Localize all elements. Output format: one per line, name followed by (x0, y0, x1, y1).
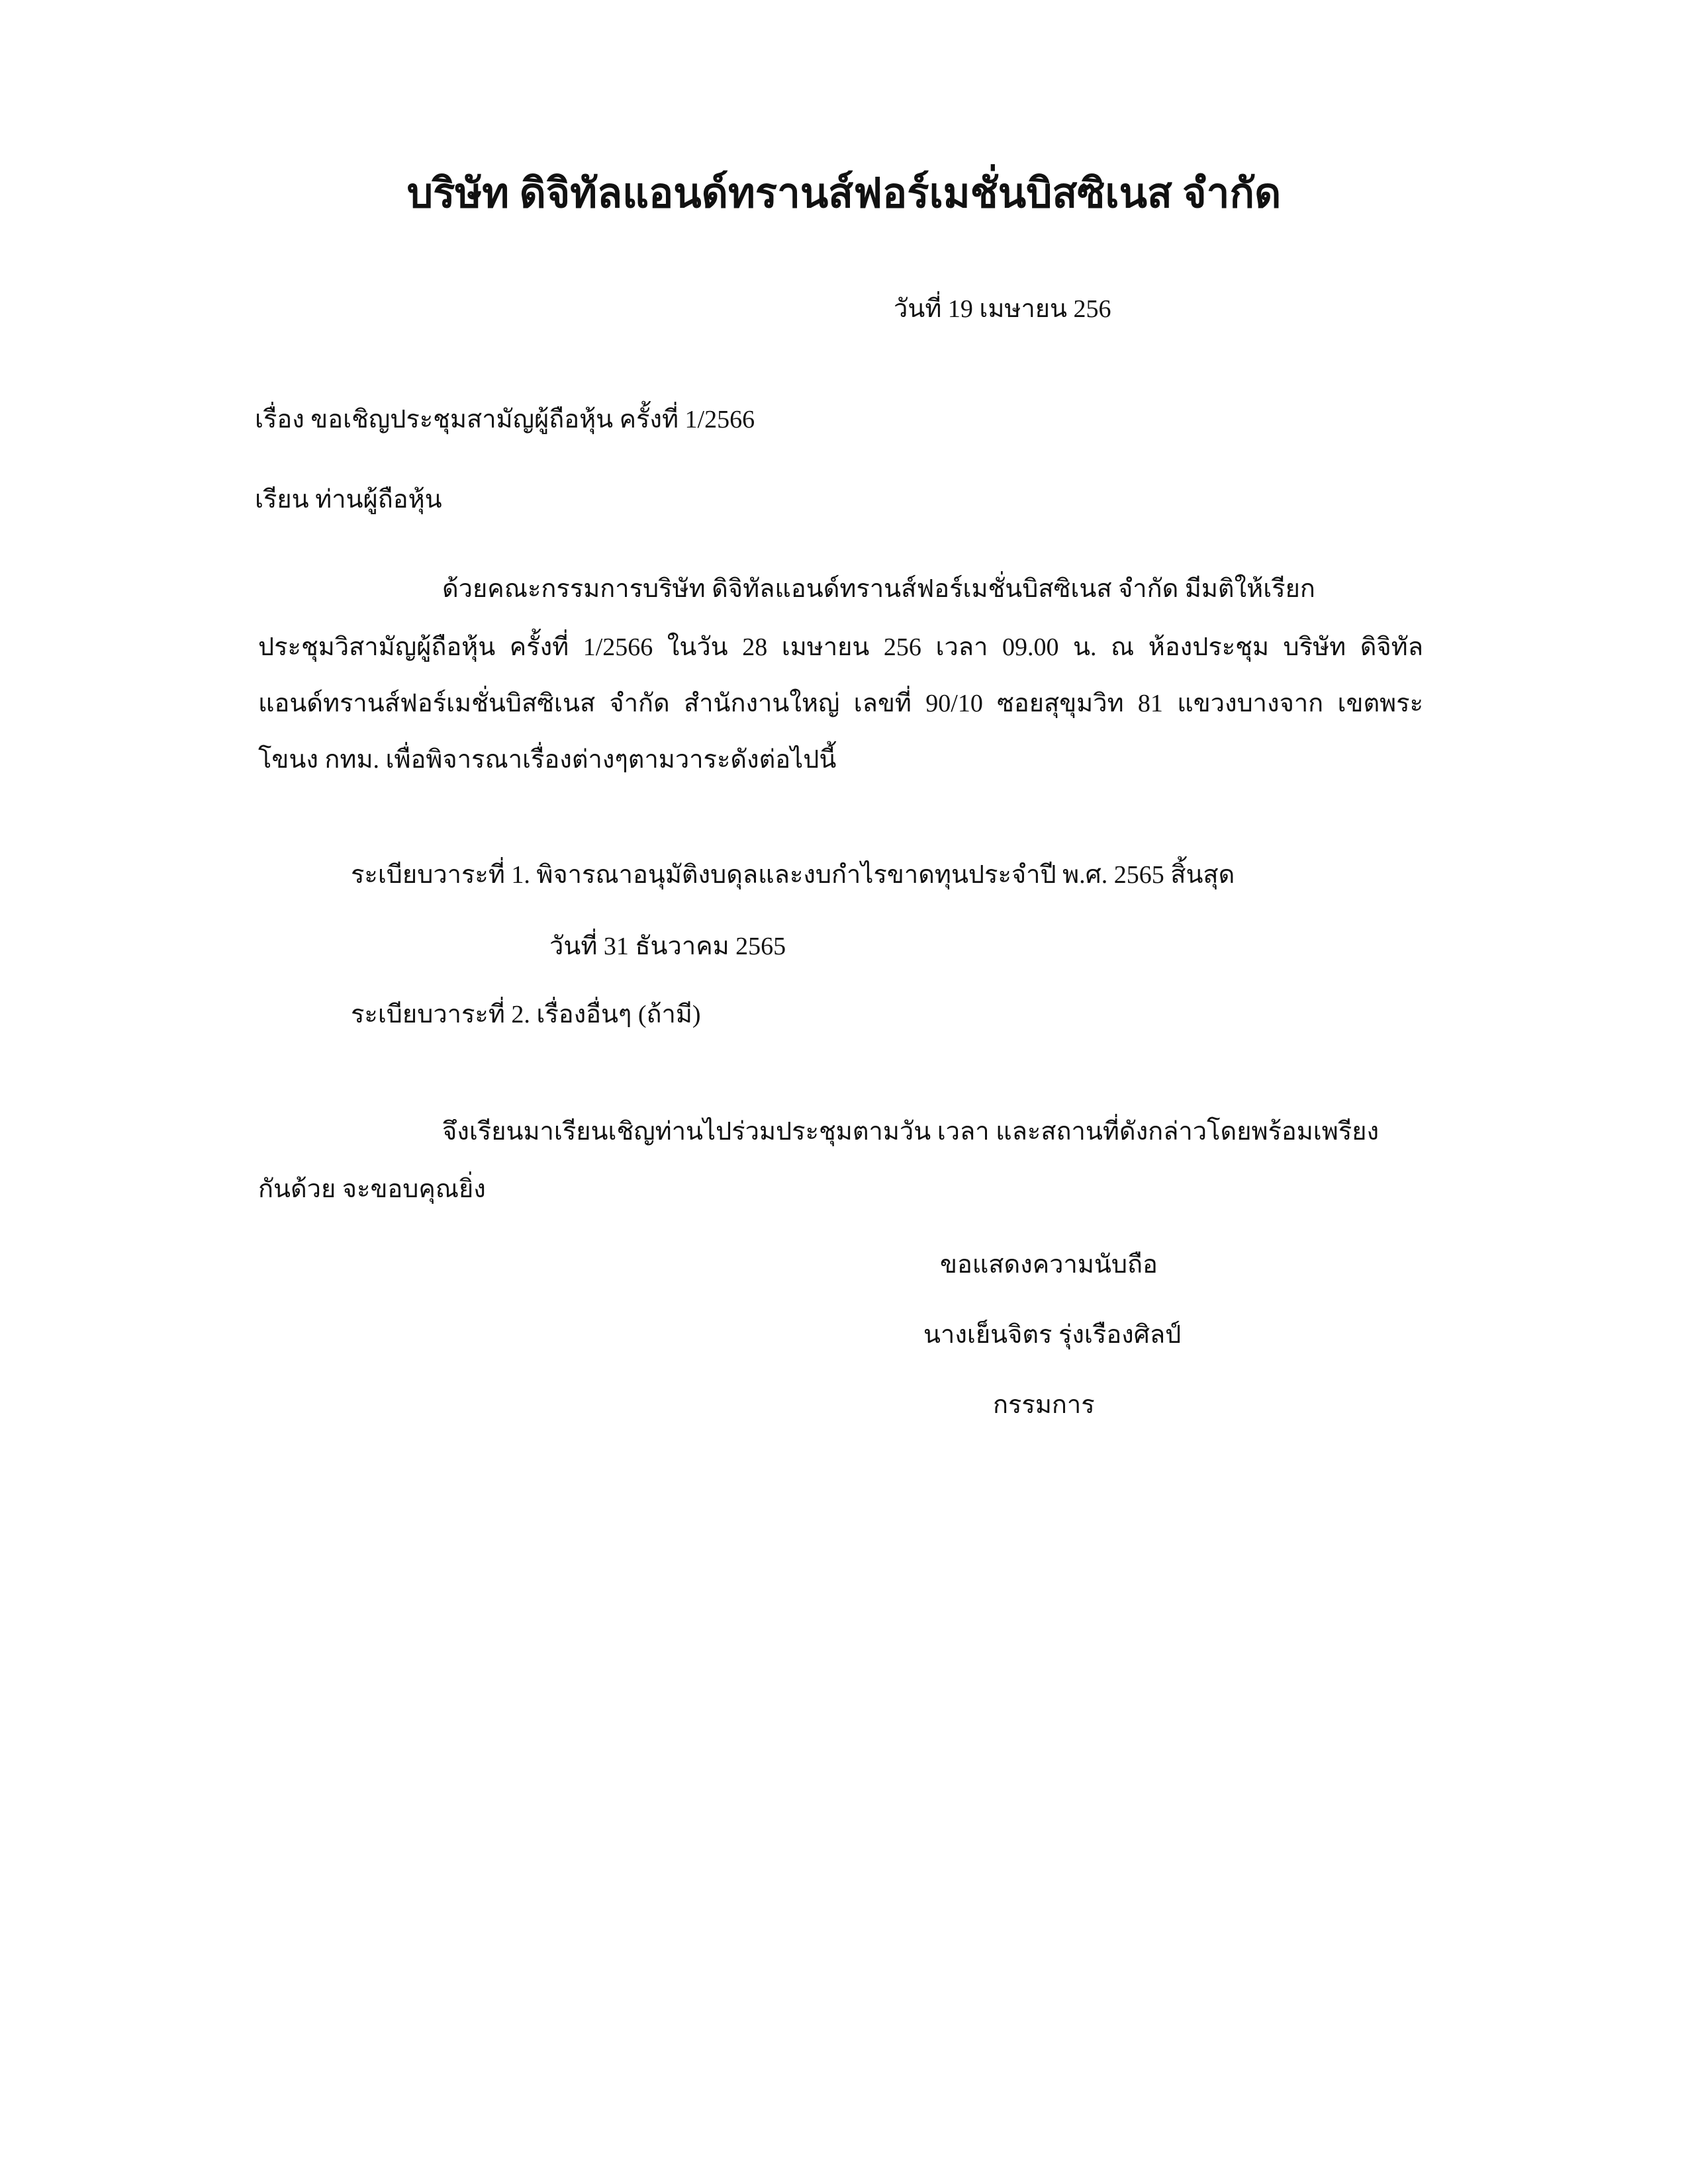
sign-off: ขอแสดงความนับถือ (940, 1251, 1158, 1279)
closing-line: กันด้วย จะขอบคุณยิ่ง (258, 1175, 486, 1203)
body-line: ประชุมวิสามัญผู้ถือหุ้น ครั้งที่ 1/2566 ในวัน 28 เมษายน 256 เวลา 09.00 น. ณ ห้องประชุม บริษัท ดิจิทัล (258, 633, 1423, 661)
signer-position: กรรมการ (993, 1391, 1095, 1419)
body-line: โขนง กทม. เพื่อพิจารณาเรื่องต่างๆตามวาระดังต่อไปนี้ (258, 746, 837, 774)
agenda-item: ระเบียบวาระที่ 2. เรื่องอื่นๆ (ถ้ามี) (351, 1001, 701, 1028)
closing-line: จึงเรียนมาเรียนเชิญท่านไปร่วมประชุมตามวัน เวลา และสถานที่ดังกล่าวโดยพร้อมเพรียง (442, 1118, 1380, 1146)
company-title: บริษัท ดิจิทัลแอนด์ทรานส์ฟอร์เมชั่นบิสซิเนส จำกัด (406, 171, 1282, 216)
body-line: แอนด์ทรานส์ฟอร์เมชั่นบิสซิเนส จำกัด สำนักงานใหญ่ เลขที่ 90/10 ซอยสุขุมวิท 81 แขวงบางจาก เขตพระ (258, 690, 1423, 717)
agenda-item-continuation: วันที่ 31 ธันวาคม 2565 (549, 933, 786, 960)
salutation-line: เรียน ท่านผู้ถือหุ้น (255, 486, 442, 514)
signer-name: นางเย็นจิตร รุ่งเรืองศิลป์ (923, 1321, 1182, 1349)
date-line: วันที่ 19 เมษายน 256 (894, 295, 1111, 323)
agenda-item: ระเบียบวาระที่ 1. พิจารณาอนุมัติงบดุลและงบกำไรขาดทุนประจำปี พ.ศ. 2565 สิ้นสุด (351, 861, 1235, 889)
subject-line: เรื่อง ขอเชิญประชุมสามัญผู้ถือหุ้น ครั้งที่ 1/2566 (255, 406, 755, 433)
body-line: ด้วยคณะกรรมการบริษัท ดิจิทัลแอนด์ทรานส์ฟอร์เมชั่นบิสซิเนส จำกัด มีมติให้เรียก (442, 575, 1315, 603)
